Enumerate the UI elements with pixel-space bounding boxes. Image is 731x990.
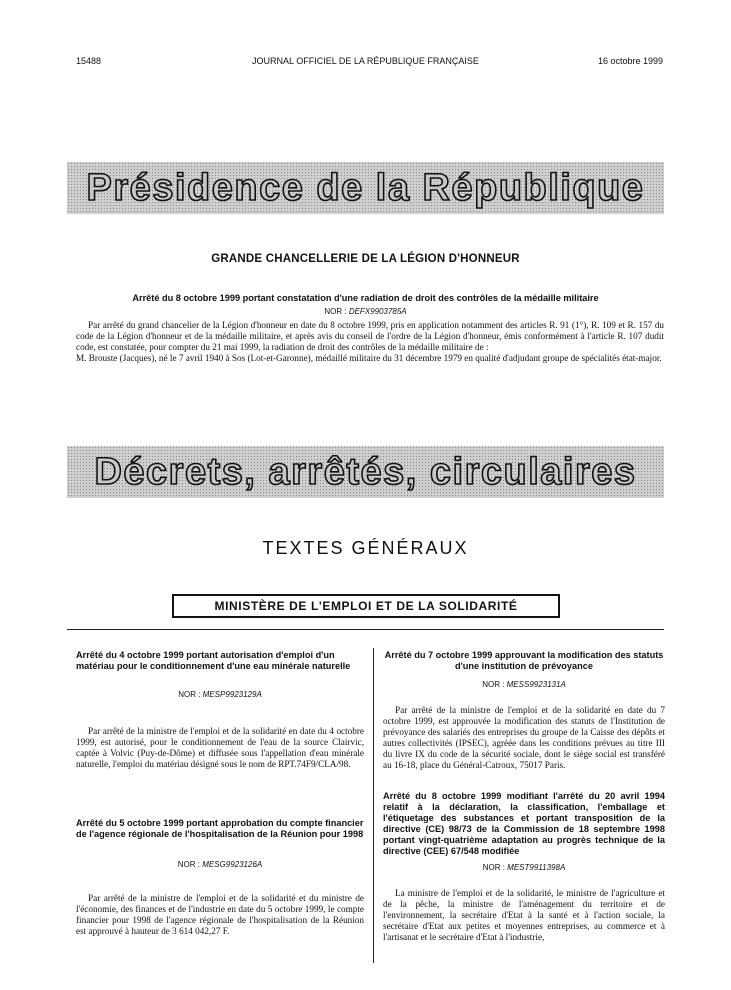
arrete-title: Arrêté du 8 octobre 1999 modifiant l'arrêté du 20 avril 1994 relatif à la déclaration, la classification, l'emballage et l'étiquetage des substances et portant transposition de la directive (CE) 98/73 de la Commission de 18 septembre 1998 portant vingt-quatrième adaptation au progrès technique de la directive (CEE) 67/548 modifiée [383, 791, 665, 856]
medaille-arrete-title: Arrêté du 8 octobre 1999 portant constatation d'une radiation de droit des contrôles de la médaille militaire [132, 293, 599, 303]
ministry-box [172, 594, 560, 618]
nor-code: MEST9911398A [507, 863, 566, 872]
page-number: 15488 [76, 56, 102, 66]
arrete-5-octobre [76, 818, 364, 937]
arrete-body: Par arrêté de la ministre de l'emploi et de la solidarité et du ministre de l'économie, des finances et de l'industrie en date du 5 octobre 1999, le compte financier pour 1998 de l'agence régionale de l'hospitalisation de la Réunion est approuvé à hauteur de 3 614 042,27 F. [76, 893, 364, 936]
left-column [76, 650, 364, 937]
journal-title: JOURNAL OFFICIEL DE LA RÉPUBLIQUE FRANÇAISE [252, 56, 479, 66]
arrete-7-octobre [383, 650, 665, 771]
arrete-body: Par arrêté de la ministre de l'emploi et de la solidarité en date du 4 octobre 1999, est autorisé, pour le conditionnement de l'eau de la source Clairvic, captée à Volvic (Puy-de-Dôme) et diffusée sous l'appellation d'eau minérale naturelle, l'emploi du matériau désigné sous le nom de RPT.74F9/CLA/98. [76, 726, 364, 769]
arrete-body: Par arrêté de la ministre de l'emploi et de la solidarité en date du 7 octobre 1999, est approuvée la modification des statuts de l'Institution de prévoyance des salariés des entreprises du groupe de la Caisse des dépôts et autres collectivités (IPSEC), agréée dans les conditions prévues au titre III du livre IX du code de la sécurité sociale, dont le siège social est transféré au 16-18, place du Général-Catroux, 75017 Paris. [383, 705, 665, 770]
decrets-banner-text: Décrets, arrêtés, circulaires [94, 450, 637, 493]
nor-code: MESS9923131A [506, 680, 566, 689]
nor-code: MESG9923126A [202, 860, 263, 869]
nor-code: DEFX9903785A [348, 307, 407, 316]
column-divider [373, 648, 374, 963]
grande-chancellerie-title: GRANDE CHANCELLERIE DE LA LÉGION D'HONNEUR [211, 253, 520, 265]
nor-label: NOR : [482, 863, 508, 872]
arrete-4-octobre [76, 650, 364, 770]
issue-date: 16 octobre 1999 [597, 56, 663, 66]
presidence-banner [67, 162, 664, 214]
arrete-title: Arrêté du 4 octobre 1999 portant autorisation d'emploi d'un matériau pour le conditionnement d'une eau minérale naturelle [76, 650, 351, 671]
arrete-nor [76, 690, 364, 699]
textes-generaux-heading: TEXTES GÉNÉRAUX [262, 538, 469, 558]
arrete-title: Arrêté du 7 octobre 1999 approuvant la modification des statuts d'une institution de prévoyance [384, 650, 664, 671]
nor-label: NOR : [177, 860, 203, 869]
arrete-8-octobre [383, 791, 665, 943]
nor-label: NOR : [324, 307, 349, 316]
medaille-paragraph-2: M. Brouste (Jacques), né le 7 avril 1940 à Sos (Lot-et-Garonne), médaillé militaire du 31 décembre 1979 en qualité d'adjudant groupe de spécialités état-major. [76, 353, 662, 363]
nor-label: NOR : [482, 680, 507, 689]
nor-code: MESP9923129A [202, 690, 262, 699]
medaille-paragraph-1: Par arrêté du grand chancelier de la Légion d'honneur en date du 8 octobre 1999, pris en application notamment des articles R. 91 (1°), R. 109 et R. 157 du code de la Légion d'honneur et de la médaille militaire, et après avis du conseil de l'ordre de la Légion d'honneur, émis conformément à l'article R. 107 dudit code, est constatée, pour compter du 21 mai 1999, la radiation de droit des contrôles de la médaille militaire de : [76, 320, 664, 352]
arrete-title: Arrêté du 5 octobre 1999 portant approbation du compte financier de l'agence régionale de l'hospitalisation de la Réunion pour 1998 [76, 818, 364, 839]
arrete-nor [76, 860, 364, 869]
right-column [383, 650, 665, 943]
arrete-nor [383, 863, 665, 872]
presidence-banner-text: Présidence de la République [86, 166, 645, 209]
arrete-body: La ministre de l'emploi et de la solidarité, le ministre de l'agriculture et de la pêche, la ministre de l'aménagement du territoire et de l'environnement, la secrétaire d'Etat à la santé et à l'action sociale, la secrétaire d'Etat aux petites et moyennes entreprises, au commerce et à l'artisanat et le secrétaire d'Etat à l'industrie, [383, 888, 665, 942]
medaille-nor [67, 307, 664, 316]
medaille-text [76, 320, 664, 364]
nor-label: NOR : [178, 690, 203, 699]
arrete-nor [383, 680, 665, 689]
decrets-banner [67, 446, 664, 498]
ministry-name: MINISTÈRE DE L'EMPLOI ET DE LA SOLIDARITÉ [214, 599, 518, 613]
horizontal-rule [67, 629, 664, 630]
